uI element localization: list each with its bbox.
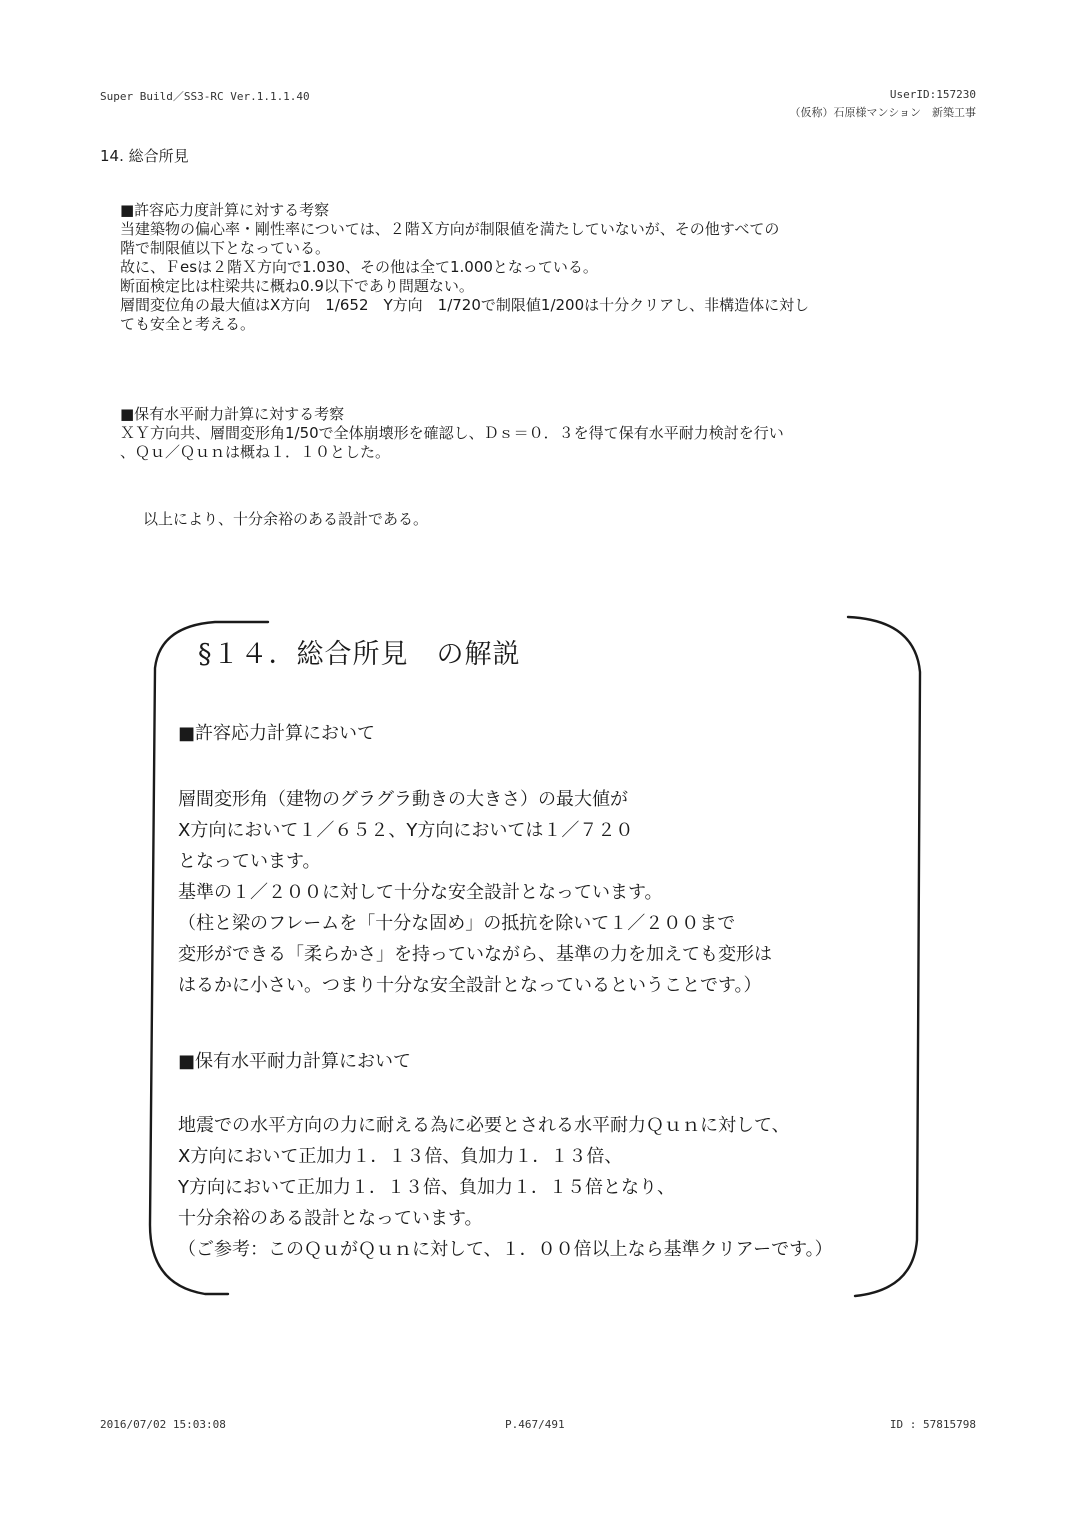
commentary-line: X方向において正加力１．１３倍、負加力１．１３倍、 [178, 1146, 623, 1167]
commentary-horizontal-body [178, 1110, 833, 1265]
horizontal-line: 、Ｑｕ／Ｑｕｎは概ね１．１０とした。 [120, 443, 391, 461]
horizontal-strength-heading: ■保有水平耐力計算に対する考察 [120, 405, 345, 423]
allowable-line: 断面検定比は柱梁共に概ね0.9以下であり問題ない。 [120, 277, 474, 295]
commentary-line: （柱と梁のフレームを「十分な固め」の抵抗を除いて１／２００まで [178, 913, 736, 934]
commentary-line: 地震での水平方向の力に耐える為に必要とされる水平耐力Ｑｕｎに対して、 [178, 1115, 790, 1136]
allowable-line: ても安全と考える。 [120, 315, 256, 333]
horizontal-line: ＸＹ方向共、層間変形角1/50で全体崩壊形を確認し、Ｄｓ＝０．３を得て保有水平耐力検討を行い [120, 424, 784, 442]
allowable-line: 階で制限値以下となっている。 [120, 239, 331, 257]
allowable-stress-heading: ■許容応力度計算に対する考察 [120, 201, 330, 219]
allowable-line: 故に、Ｆesは２階Ｘ方向で1.030、その他は全て1.000となっている。 [120, 258, 598, 276]
commentary-line: 十分余裕のある設計となっています。 [178, 1208, 483, 1229]
page-number: P.467/491 [505, 1418, 565, 1431]
commentary-line: 層間変形角（建物のグラグラ動きの大きさ）の最大値が [178, 789, 628, 810]
commentary-line: 基準の１／２００に対して十分な安全設計となっています。 [178, 882, 663, 903]
commentary-line: （ご参考：このＱｕがＱｕｎに対して、１．００倍以上なら基準クリアーです。） [178, 1239, 833, 1260]
allowable-line: 当建築物の偏心率・剛性率については、２階Ｘ方向が制限値を満たしていないが、その他すべての [120, 220, 780, 238]
commentary-line: となっています。 [178, 851, 321, 872]
commentary-horizontal-heading: ■保有水平耐力計算において [178, 1051, 412, 1072]
commentary-line: X方向において１／６５２、Y方向においては１／７２０ [178, 820, 634, 841]
commentary-allowable-body [178, 784, 772, 1001]
conclusion-text: 以上により、十分余裕のある設計である。 [143, 510, 429, 528]
commentary-line: Y方向において正加力１．１３倍、負加力１．１５倍となり、 [178, 1177, 675, 1198]
allowable-line: 層間変位角の最大値はX方向 1/652 Y方向 1/720で制限値1/200は十分クリアし、非構造体に対し [120, 296, 810, 314]
commentary-title: §１４．総合所見 の解説 [198, 639, 521, 670]
print-datetime: 2016/07/02 15:03:08 [100, 1418, 226, 1431]
software-version: Super Build／SS3-RC Ver.1.1.1.40 [100, 90, 310, 103]
section-title: 14. 総合所見 [100, 147, 189, 165]
commentary-line: 変形ができる「柔らかさ」を持っていながら、基準の力を加えても変形は [178, 944, 772, 965]
document-id: ID : 57815798 [889, 1418, 976, 1431]
commentary-allowable-heading: ■許容応力計算において [178, 723, 376, 744]
commentary-line: はるかに小さい。つまり十分な安全設計となっているということです。） [178, 975, 762, 996]
project-name: （仮称）石原様マンション 新築工事 [789, 106, 976, 119]
user-id: UserID:157230 [889, 88, 976, 101]
